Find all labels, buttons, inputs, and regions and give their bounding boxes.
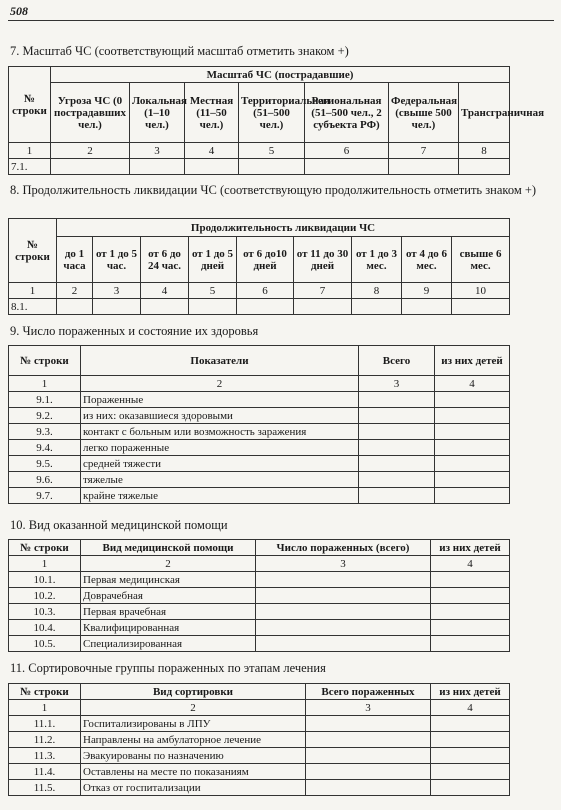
column-header: от 1 до 5 дней [189,237,237,283]
column-header: Региональная (51–500 чел., 2 субъекта РФ) [305,83,389,143]
children-header: из них детей [431,684,510,700]
row-number: 9.3. [9,424,81,440]
value-cell[interactable] [435,408,510,424]
mark-cell[interactable] [402,299,452,315]
row-label: из них: оказавшиеся здоровыми [81,408,359,424]
value-cell[interactable] [359,408,435,424]
column-number: 3 [93,283,141,299]
row-number: 7.1. [9,159,51,175]
value-cell[interactable] [306,764,431,780]
column-number: 2 [51,143,130,159]
value-cell[interactable] [256,572,431,588]
header-rule [8,20,554,21]
indicators-header: Показатели [81,346,359,376]
row-label: Квалифицированная [81,620,256,636]
row-number: 10.4. [9,620,81,636]
column-number: 4 [431,700,510,716]
children-header: из них детей [435,346,510,376]
column-number: 2 [81,556,256,572]
row-label: Специализированная [81,636,256,652]
table-row [9,764,510,780]
mark-cell[interactable] [305,159,389,175]
column-number: 2 [81,376,359,392]
value-cell[interactable] [431,588,510,604]
total-header: Всего пораженных [306,684,431,700]
row-number: 9.1. [9,392,81,408]
table-row [9,604,510,620]
scale-table [8,66,545,175]
row-number: 10.2. [9,588,81,604]
mark-cell[interactable] [237,299,294,315]
column-number-row [9,700,510,716]
row-number-header: № строки [9,346,81,376]
table-row [9,299,510,315]
row-number: 11.1. [9,716,81,732]
column-header: от 1 до 3 мес. [352,237,402,283]
column-number: 1 [9,556,81,572]
column-header: свыше 6 мес. [452,237,510,283]
row-number: 10.1. [9,572,81,588]
mark-cell[interactable] [389,159,459,175]
value-cell[interactable] [435,424,510,440]
value-cell[interactable] [431,780,510,796]
row-label: средней тяжести [81,456,359,472]
column-number: 8 [459,143,510,159]
value-cell[interactable] [359,456,435,472]
scale-group-header: Масштаб ЧС (пострадавшие) [51,67,510,83]
row-number-header: № строки [9,684,81,700]
row-label: Доврачебная [81,588,256,604]
section-9-title: 9. Число пораженных и состояние их здоровья [10,324,259,338]
value-cell[interactable] [359,424,435,440]
value-cell[interactable] [256,588,431,604]
row-number-header: № строки [9,219,57,283]
column-number: 3 [256,556,431,572]
value-cell[interactable] [431,764,510,780]
row-label: Первая медицинская [81,572,256,588]
table-row [9,456,510,472]
table-row [9,732,510,748]
section-7-title: 7. Масштаб ЧС (соответствующий масштаб отметить знаком +) [10,44,349,58]
column-number: 2 [57,283,93,299]
total-header: Всего [359,346,435,376]
mark-cell[interactable] [130,159,185,175]
table-row [9,716,510,732]
value-cell[interactable] [431,716,510,732]
column-header: Локальная (1–10 чел.) [130,83,185,143]
column-number: 4 [435,376,510,392]
row-number: 10.3. [9,604,81,620]
value-cell[interactable] [431,636,510,652]
value-cell[interactable] [435,392,510,408]
column-header: Трансграничная [459,83,510,143]
column-header: Федеральная (свыше 500 чел.) [389,83,459,143]
table-row [9,392,510,408]
column-number: 5 [239,143,305,159]
value-cell[interactable] [431,620,510,636]
row-number-header: № строки [9,67,51,143]
aid-type-header: Вид медицинской помощи [81,540,256,556]
mark-cell[interactable] [239,159,305,175]
column-number: 3 [359,376,435,392]
value-cell[interactable] [359,488,435,504]
mark-cell[interactable] [93,299,141,315]
section-11-title: 11. Сортировочные группы пораженных по этапам лечения [10,661,326,675]
row-label: тяжелые [81,472,359,488]
column-number: 9 [402,283,452,299]
row-number: 9.7. [9,488,81,504]
casualties-table [8,345,510,504]
triage-table [8,683,510,796]
column-header: Угроза ЧС (0 пострадавших чел.) [51,83,130,143]
column-number: 1 [9,376,81,392]
column-header: от 6 до 24 час. [141,237,189,283]
value-cell[interactable] [256,636,431,652]
duration-table [8,218,510,315]
table-row [9,780,510,796]
value-cell[interactable] [256,604,431,620]
row-number: 11.2. [9,732,81,748]
row-label: контакт с больным или возможность заражения [81,424,359,440]
table-row [9,748,510,764]
column-header: от 6 до10 дней [237,237,294,283]
table-row [9,472,510,488]
medical-aid-table [8,539,510,652]
column-number-row [9,556,510,572]
row-number: 11.5. [9,780,81,796]
value-cell[interactable] [306,732,431,748]
table-row [9,408,510,424]
column-header: Местная (11–50 чел.) [185,83,239,143]
value-cell[interactable] [306,780,431,796]
column-number: 7 [389,143,459,159]
mark-cell[interactable] [459,159,510,175]
row-label: Пораженные [81,392,359,408]
column-header: от 1 до 5 час. [93,237,141,283]
column-number: 1 [9,283,57,299]
row-number: 9.5. [9,456,81,472]
column-header: от 4 до 6 мес. [402,237,452,283]
table-row [9,636,510,652]
section-8-title: 8. Продолжительность ликвидации ЧС (соответствующую продолжительность отметить знаком +) [10,183,537,197]
row-number: 11.4. [9,764,81,780]
column-number: 4 [141,283,189,299]
column-number-row [9,143,510,159]
row-number: 9.6. [9,472,81,488]
column-number: 2 [81,700,306,716]
row-label: Отказ от госпитализации [81,780,306,796]
column-number: 7 [294,283,352,299]
duration-group-header: Продолжительность ликвидации ЧС [57,219,510,237]
mark-cell[interactable] [189,299,237,315]
section-10-title: 10. Вид оказанной медицинской помощи [10,518,228,532]
column-header: до 1 часа [57,237,93,283]
column-number: 10 [452,283,510,299]
mark-cell[interactable] [294,299,352,315]
value-cell[interactable] [431,604,510,620]
table-row [9,572,510,588]
table-row [9,440,510,456]
column-header: Территориальная (51–500 чел.) [239,83,305,143]
column-number: 6 [305,143,389,159]
row-number: 11.3. [9,748,81,764]
column-number: 5 [189,283,237,299]
table-row [9,488,510,504]
mark-cell[interactable] [352,299,402,315]
mark-cell[interactable] [452,299,510,315]
value-cell[interactable] [435,456,510,472]
column-number: 8 [352,283,402,299]
total-header: Число пораженных (всего) [256,540,431,556]
value-cell[interactable] [359,392,435,408]
column-number: 6 [237,283,294,299]
table-row [9,620,510,636]
table-row [9,588,510,604]
column-number: 3 [306,700,431,716]
row-number-header: № строки [9,540,81,556]
mark-cell[interactable] [57,299,93,315]
column-number: 3 [130,143,185,159]
mark-cell[interactable] [185,159,239,175]
children-header: из них детей [431,540,510,556]
column-number-row [9,283,510,299]
value-cell[interactable] [359,472,435,488]
value-cell[interactable] [435,440,510,456]
row-number: 10.5. [9,636,81,652]
value-cell[interactable] [359,440,435,456]
value-cell[interactable] [435,488,510,504]
column-number: 1 [9,143,51,159]
row-label: крайне тяжелые [81,488,359,504]
column-number: 4 [431,556,510,572]
column-number: 4 [185,143,239,159]
row-label: легко пораженные [81,440,359,456]
row-number: 9.2. [9,408,81,424]
value-cell[interactable] [431,732,510,748]
row-number: 9.4. [9,440,81,456]
row-label: Направлены на амбулаторное лечение [81,732,306,748]
value-cell[interactable] [431,572,510,588]
table-row [9,424,510,440]
mark-cell[interactable] [51,159,130,175]
column-number-row [9,376,510,392]
value-cell[interactable] [306,716,431,732]
page-number: 508 [10,4,28,18]
row-label: Оставлены на месте по показаниям [81,764,306,780]
table-row [9,159,510,175]
row-label: Госпитализированы в ЛПУ [81,716,306,732]
row-label: Первая врачебная [81,604,256,620]
value-cell[interactable] [431,748,510,764]
row-label: Эвакуированы по назначению [81,748,306,764]
column-number: 1 [9,700,81,716]
value-cell[interactable] [306,748,431,764]
mark-cell[interactable] [141,299,189,315]
row-number: 8.1. [9,299,57,315]
triage-type-header: Вид сортировки [81,684,306,700]
column-header: от 11 до 30 дней [294,237,352,283]
value-cell[interactable] [256,620,431,636]
value-cell[interactable] [435,472,510,488]
